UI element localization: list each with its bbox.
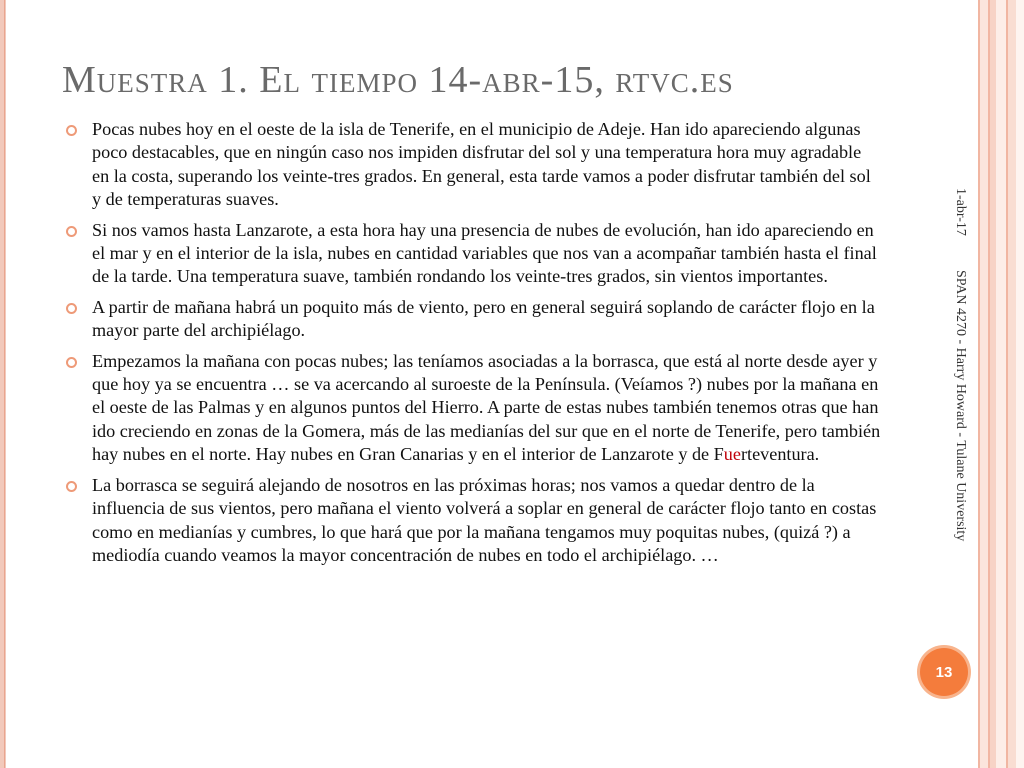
ring-bullet-icon — [66, 481, 77, 492]
page-number-badge: 13 — [920, 648, 968, 696]
bullet-text: La borrasca se seguirá alejando de nosotros en las próximas horas; nos vamos a quedar dentro de la influencia de sus vientos, pero mañana el viento volverá a soplar en general de carácter flojo tanto en costas como en medianías y cumbres, lo que hará que por la mañana tengamos muy poquitas nubes, (quizá ?) a mediodía cuando veamos la mayor concentración de nubes en todo el archipiélago. … — [92, 474, 877, 565]
bullet-text: Pocas nubes hoy en el oeste de la isla de Tenerife, en el municipio de Adeje. Han ido apareciendo algunas poco destacables, que en ningún caso nos impiden disfrutar del sol y una temperatura hora muy agradable en la costa, superando los veinte-tres grados. En general, esta tarde vamos a poder disfrutar también del sol y de temperaturas suaves. — [92, 119, 871, 210]
highlighted-text: ue — [723, 444, 741, 465]
bullet-item — [62, 219, 882, 289]
stripe — [980, 0, 988, 768]
ring-bullet-icon — [66, 125, 77, 136]
bullet-item — [62, 474, 882, 568]
stripe — [1008, 0, 1016, 768]
bullet-text: Si nos vamos hasta Lanzarote, a esta hora hay una presencia de nubes de evolución, han ido apareciendo en el mar y en el interior de la isla, nubes en cantidad variables que nos van a acompañar también hasta el final de la tarde. Una temperatura suave, también rondando los veinte-tres grados, sin vientos importantes. — [92, 219, 877, 287]
footer-date: 1-abr-17 — [953, 188, 968, 236]
bullet-item — [62, 350, 882, 467]
slide-title: Muestra 1. El tiempo 14-abr-15, rtvc.es — [62, 59, 734, 101]
ring-bullet-icon — [66, 226, 77, 237]
bullet-text-part: Empezamos la mañana con pocas nubes; las teníamos asociadas a la borrasca, que está al norte desde ayer y que hoy ya se encuentra … se va acercando al suroeste de la Península. (Veíamos ?) nubes por la mañana en el oeste de las Palmas y en algunos puntos del Hierro. A parte de estas nubes también tenemos otras que han ido creciendo en zonas de la Gomera, más de las medianías del sur que en el norte de Tenerife, pero también hay nubes en el norte. Hay nubes en Gran Canarias y en el interior de Lanzarote y de F — [92, 350, 881, 465]
stripe — [1016, 0, 1024, 768]
bullet-list — [62, 118, 882, 574]
side-footer — [916, 180, 976, 620]
ring-bullet-icon — [66, 357, 77, 368]
bullet-item — [62, 118, 882, 212]
right-decorative-stripes — [978, 0, 1024, 768]
bullet-item — [62, 296, 882, 343]
bullet-text-part: rteventura. — [740, 444, 820, 465]
stripe — [996, 0, 1006, 768]
footer-course: SPAN 4270 - Harry Howard - Tulane University — [953, 270, 968, 542]
left-border-rule — [0, 0, 6, 768]
bullet-text — [92, 351, 880, 465]
bullet-text: A partir de mañana habrá un poquito más de viento, pero en general seguirá soplando de carácter flojo en la mayor parte del archipiélago. — [92, 296, 875, 341]
ring-bullet-icon — [66, 303, 77, 314]
